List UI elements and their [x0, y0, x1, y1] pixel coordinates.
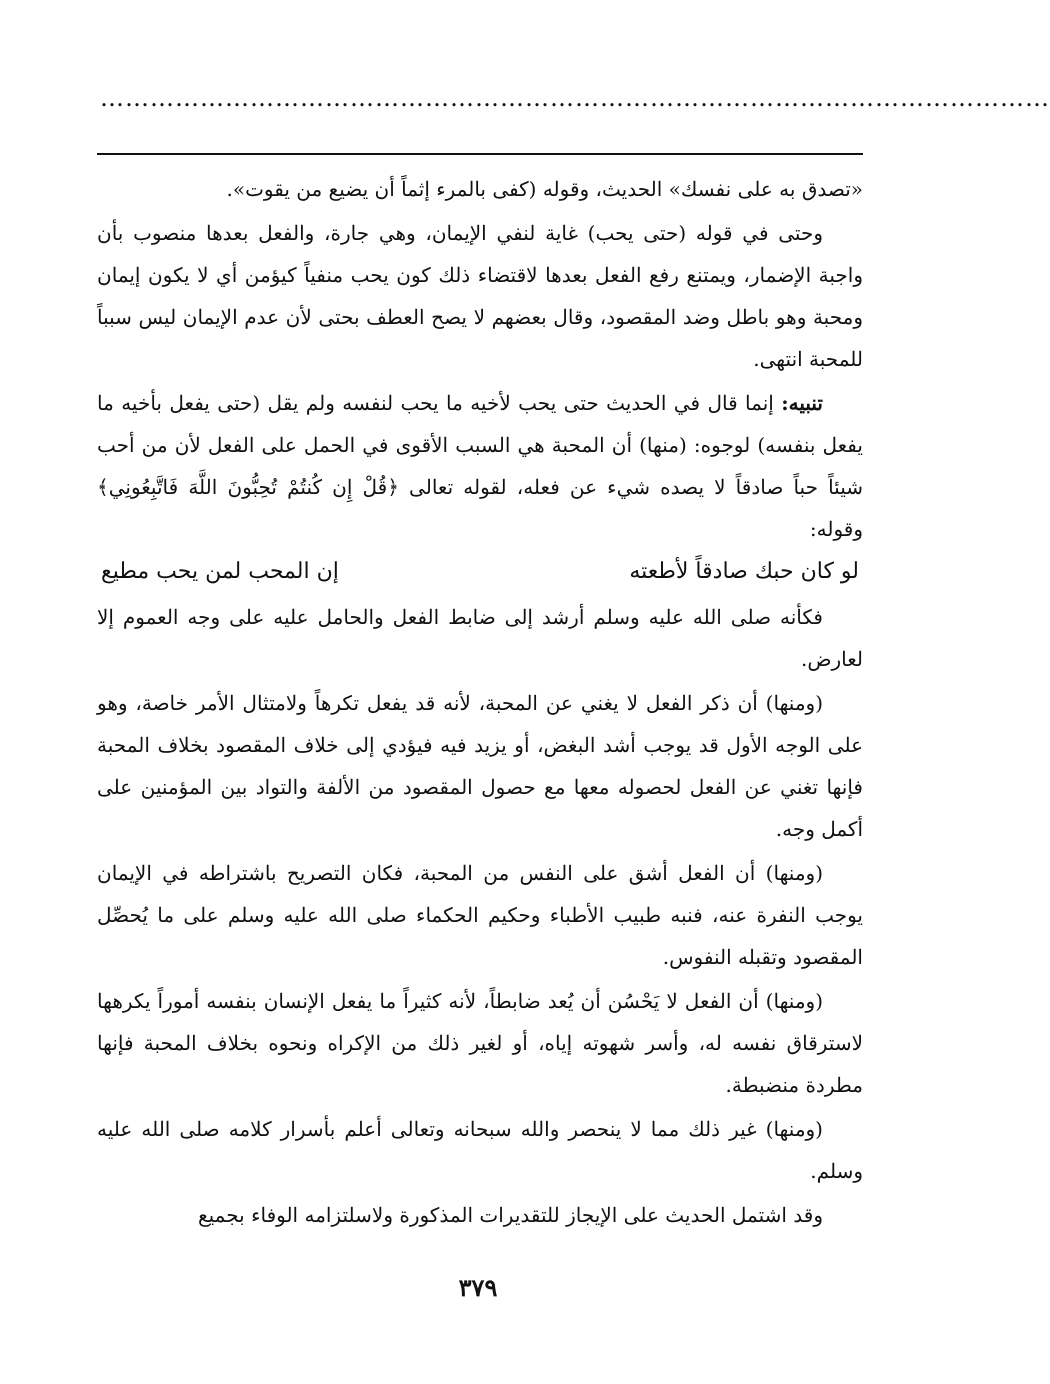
paragraph-minha-3: (ومنها) أن الفعل لا يَحْسُن أن يُعد ضابطاً، لأنه كثيراً ما يفعل الإنسان بنفسه أموراً يكرهها لاسترقاق نفسه له، وأسر شهوته إياه، أو لغير ذلك من الإكراه ونحوه بخلاف المحبة فإنها مطردة منضبطة.: [97, 989, 863, 1097]
paragraph-minha-1: (ومنها) أن ذكر الفعل لا يغني عن المحبة، لأنه قد يفعل تكرهاً ولامتثال الأمر خاصة، وهو على الوجه الأول قد يوجب أشد البغض، أو يزيد فيه فيؤدي إلى خلاف المقصود بخلاف المحبة فإنها تغني عن الفعل لحصوله معها مع حصول المقصود من الألفة والتواد بين المؤمنين على أكمل وجه.: [97, 691, 863, 841]
header-dotted-line: ……………………………………………………………………………………………………: [100, 84, 1050, 112]
tanbih-body: إنما قال في الحديث حتى يحب لأخيه ما يحب لنفسه ولم يقل (حتى يفعل بأخيه ما يفعل بنفسه) لوجوه: (منها) أن المحبة هي السبب الأقوى في الحمل على الفعل لأن من أحب شيئاً حباً صادقاً لا يصده شيء عن فعله، لقوله تعالى ﴿قُلْ إِن كُنتُمْ تُحِبُّونَ اللَّهَ فَاتَّبِعُونِي﴾ وقوله:: [97, 391, 863, 541]
paragraph-hatta: وحتى في قوله (حتى يحب) غاية لنفي الإيمان، وهي جارة، والفعل بعدها منصوب بأن واجبة الإضمار، ويمتنع رفع الفعل بعدها لاقتضاء ذلك كون يحب منفياً كيؤمن أي لا يكون إيمان ومحبة وهو باطل وضد المقصود، وقال بعضهم لا يصح العطف بحتى لأن عدم الإيمان ليس سبباً للمحبة انتهى.: [97, 221, 863, 371]
poetry-verse: [97, 550, 863, 594]
page-body: [97, 168, 863, 1236]
header-rule: [97, 153, 863, 155]
tanbih-heading: تنبيه:: [781, 391, 823, 415]
paragraph-tanbih: [97, 382, 863, 550]
verse-second-hemistich: إن المحب لمن يحب مطيع: [101, 559, 339, 584]
paragraph-last: وقد اشتمل الحديث على الإيجاز للتقديرات المذكورة ولاسلتزامه الوفاء بجميع: [198, 1203, 823, 1227]
paragraph-minha-4: (ومنها) غير ذلك مما لا ينحصر والله سبحانه وتعالى أعلم بأسرار كلامه صلى الله عليه وسلم.: [97, 1117, 863, 1183]
verse-first-hemistich: لو كان حبك صادقاً لأطعته: [629, 559, 859, 584]
paragraph-continuation: «تصدق به على نفسك» الحديث، وقوله (كفى بالمرء إثماً أن يضيع من يقوت».: [226, 177, 863, 201]
paragraph-minha-2: (ومنها) أن الفعل أشق على النفس من المحبة، فكان التصريح باشتراطه في الإيمان يوجب النفرة عنه، فنبه طبيب الأطباء وحكيم الحكماء صلى الله عليه وسلم على ما يُحصِّل المقصود وتقبله النفوس.: [97, 861, 863, 969]
page-number: ٣٧٩: [458, 1273, 498, 1302]
paragraph-fakaannahu: فكأنه صلى الله عليه وسلم أرشد إلى ضابط الفعل والحامل عليه على وجه العموم إلا لعارض.: [97, 605, 863, 671]
